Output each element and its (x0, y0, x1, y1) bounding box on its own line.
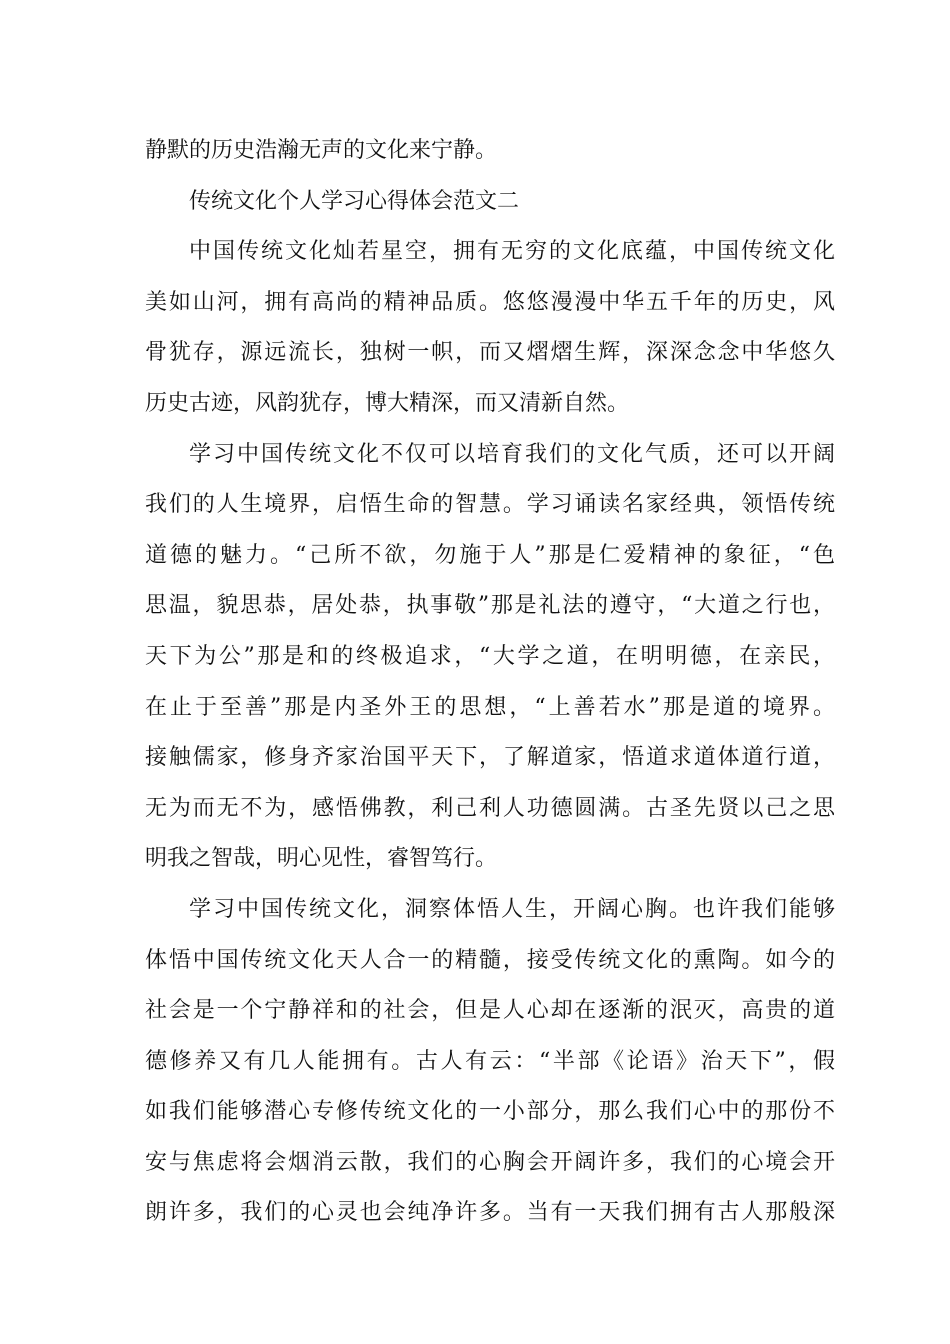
text-line: 历史古迹，风韵犹存，博大精深，而又清新自然。 (145, 390, 630, 416)
text-line: 我们的人生境界，启悟生命的智慧。学习诵读名家经典，领悟传统 (145, 492, 835, 518)
text-line: 社会是一个宁静祥和的社会，但是人心却在逐渐的泯灭，高贵的道 (145, 998, 835, 1024)
text-line: 如我们能够潜心专修传统文化的一小部分，那么我们心中的那份不 (145, 1099, 835, 1125)
text-line: 安与焦虑将会烟消云散，我们的心胸会开阔许多，我们的心境会开 (145, 1149, 835, 1175)
text-line: 接触儒家，修身齐家治国平天下，了解道家，悟道求道体道行道， (145, 745, 835, 771)
text-line: 在止于至善”那是内圣外王的思想，“上善若水”那是道的境界。 (145, 694, 835, 720)
document-body (145, 126, 835, 1239)
text-line: 德修养又有几人能拥有。古人有云：“半部《论语》治天下”，假 (145, 1048, 835, 1074)
text-line: 学习中国传统文化，洞察体悟人生，开阔心胸。也许我们能够 (189, 896, 835, 922)
text-line: 骨犹存，源远流长，独树一帜，而又熠熠生辉，深深念念中华悠久 (145, 340, 835, 366)
text-line: 中国传统文化灿若星空，拥有无穷的文化底蕴，中国传统文化 (189, 239, 835, 265)
text-line: 天下为公”那是和的终极追求，“大学之道，在明明德，在亲民， (145, 643, 835, 669)
text-line: 思温，貌思恭，居处恭，执事敬”那是礼法的遵守，“大道之行也， (145, 593, 835, 619)
text-line: 学习中国传统文化不仅可以培育我们的文化气质，还可以开阔 (189, 441, 835, 467)
text-line: 道德的魅力。“己所不欲，勿施于人”那是仁爱精神的象征，“色 (145, 542, 835, 568)
text-line: 美如山河，拥有高尚的精神品质。悠悠漫漫中华五千年的历史，风 (145, 289, 835, 315)
text-line: 朗许多，我们的心灵也会纯净许多。当有一天我们拥有古人那般深 (145, 1200, 835, 1226)
text-line: 静默的历史浩瀚无声的文化来宁静。 (145, 138, 498, 163)
section-heading: 传统文化个人学习心得体会范文二 (189, 188, 520, 214)
text-line: 无为而无不为，感悟佛教，利己利人功德圆满。古圣先贤以己之思 (145, 795, 835, 821)
text-line: 体悟中国传统文化天人合一的精髓，接受传统文化的熏陶。如今的 (145, 947, 835, 973)
text-line: 明我之智哉，明心见性，睿智笃行。 (145, 846, 498, 872)
